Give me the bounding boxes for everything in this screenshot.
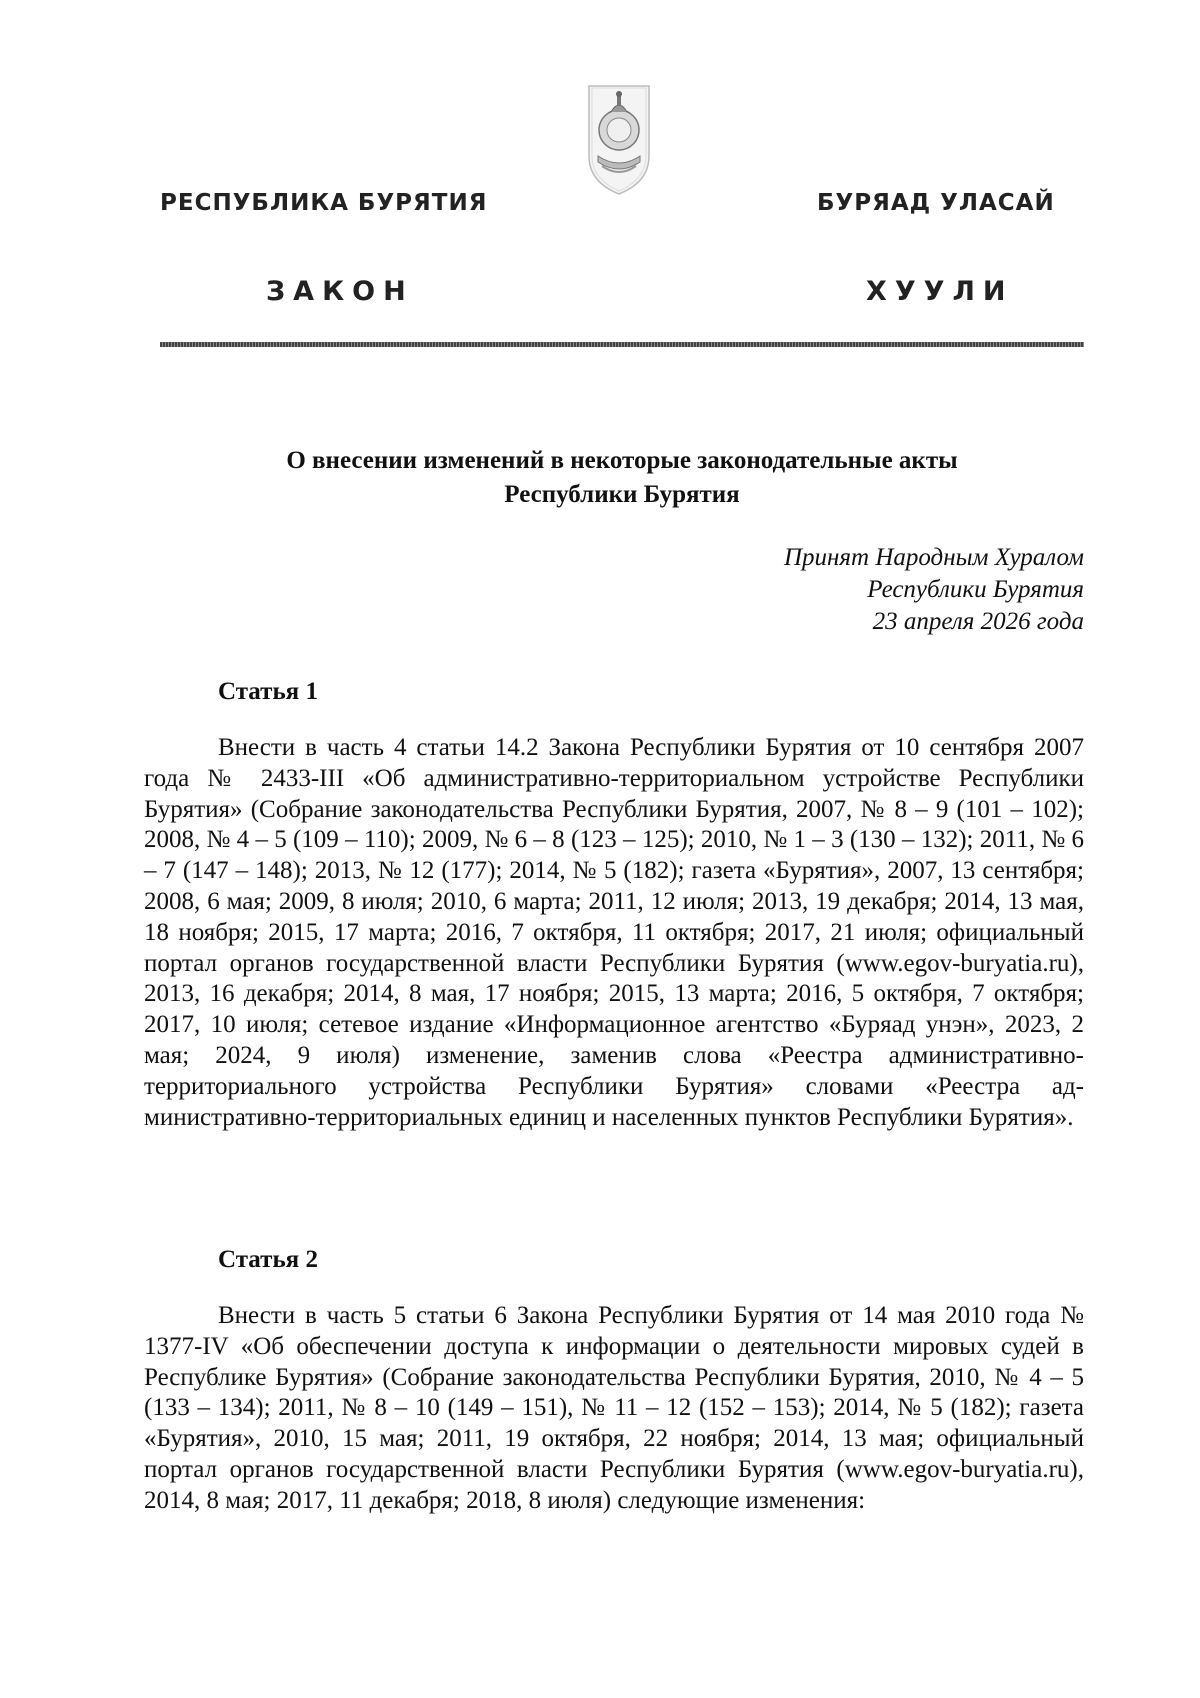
- header-divider: [160, 342, 1084, 347]
- document-title: [160, 444, 1084, 512]
- adoption-note-line-2: Республики Бурятия: [867, 576, 1084, 603]
- law-label-buryat: ХУУЛИ: [866, 276, 1014, 307]
- document-title-line-2: Республики Бурятия: [504, 481, 740, 508]
- article-1-heading: Статья 1: [218, 678, 318, 705]
- adoption-note-line-1: Принят Народным Хуралом: [783, 544, 1084, 571]
- republic-name-russian: РЕСПУБЛИКА БУРЯТИЯ: [160, 190, 488, 216]
- coat-of-arms-icon: [584, 78, 654, 198]
- document-title-line-1: О внесении изменений в некоторые законодательные акты: [286, 447, 958, 474]
- article-2-heading: Статья 2: [218, 1246, 318, 1273]
- republic-name-buryat: БУРЯАД УЛАСАЙ: [817, 190, 1055, 216]
- adoption-note: [784, 542, 1084, 638]
- article-1-text: Внести в часть 4 статьи 14.2 Закона Республики Бурятия от 10 сентября 2007 года № 2433-III «Об административно-территориальном устройстве Республики Бурятия» (Собрание законодательства Республики Бурятия, 2007, № 8 – 9 (101 – 102); 2008, № 4 – 5 (109 – 110); 2009, № 6 – 8 (123 – 125); 2010, № 1 – 3 (130 – 132); 2011, № 6 – 7 (147 – 148); 2013, № 12 (177); 2014, № 5 (182); газета «Бурятия», 2007, 13 сентября; 2008, 6 мая; 2009, 8 июля; 2010, 6 марта; 2011, 12 июля; 2013, 19 декабря; 2014, 13 мая, 18 ноября; 2015, 17 марта; 2016, 7 октября, 11 октября; 2017, 21 июля; официальный портал органов государственной власти Республики Бурятия (www.egov-buryatia.ru), 2013, 16 декабря; 2014, 8 мая, 17 ноября; 2015, 13 марта; 2016, 5 октября, 7 октября; 2017, 10 июля; сетевое издание «Информационное агентство «Буряад унэн», 2023, 2 мая; 2024, 9 июля) изменение, заменив слова «Реестра административно-территориального устройства Республики Бурятия» словами «Реестра административно-территориальных единиц и населенных пунктов Республики Бурятия».: [144, 734, 1084, 1131]
- law-label-russian: ЗАКОН: [266, 276, 414, 307]
- article-2-text: Внести в часть 5 статьи 6 Закона Республики Бурятия от 14 мая 2010 года № 1377-IV «Об обеспечении доступа к информации о деятельности мировых судей в Республике Бурятия» (Собрание законодательства Республики Бурятия, 2010, № 4 – 5 (133 – 134); 2011, № 8 – 10 (149 – 151), № 11 – 12 (152 – 153); 2014, № 5 (182); газета «Бурятия», 2010, 15 мая; 2011, 19 октября, 22 ноября; 2014, 13 мая; официальный портал органов государственной власти Республики Бурятия (www.egov-buryatia.ru), 2014, 8 мая; 2017, 11 декабря; 2018, 8 июля) следующие изменения:: [144, 1302, 1084, 1514]
- adoption-date: 23 апреля 2026 года: [872, 608, 1084, 635]
